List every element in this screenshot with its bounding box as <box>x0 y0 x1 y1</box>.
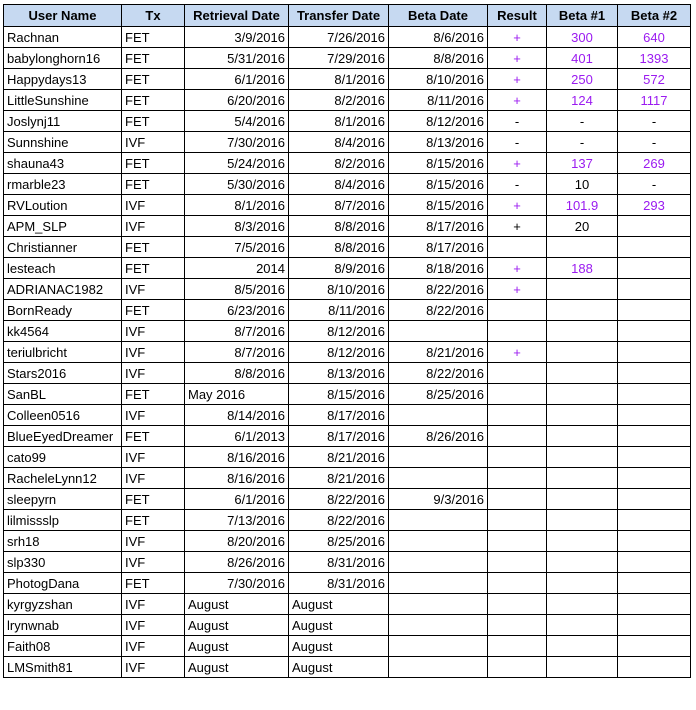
cell-beta-date[interactable]: 8/11/2016 <box>389 90 488 111</box>
cell-beta-2[interactable] <box>618 300 691 321</box>
cell-user-name[interactable]: BlueEyedDreamer <box>4 426 122 447</box>
cell-transfer-date[interactable]: 8/4/2016 <box>289 174 389 195</box>
cell-beta-2[interactable]: - <box>618 111 691 132</box>
cell-user-name[interactable]: PhotogDana <box>4 573 122 594</box>
cell-retrieval-date[interactable]: 7/13/2016 <box>185 510 289 531</box>
cell-beta-date[interactable]: 9/3/2016 <box>389 489 488 510</box>
cell-beta-1[interactable] <box>547 342 618 363</box>
cell-transfer-date[interactable]: 8/1/2016 <box>289 69 389 90</box>
table-row <box>4 552 691 573</box>
cell-beta-date[interactable] <box>389 657 488 678</box>
cell-beta-1[interactable]: 124 <box>547 90 618 111</box>
header-transfer-date[interactable]: Transfer Date <box>289 5 389 27</box>
table-row <box>4 636 691 657</box>
cell-transfer-date[interactable]: 8/31/2016 <box>289 552 389 573</box>
cell-beta-date[interactable] <box>389 636 488 657</box>
cell-result[interactable] <box>488 594 547 615</box>
cell-user-name[interactable]: Joslynj11 <box>4 111 122 132</box>
table-row <box>4 321 691 342</box>
cell-beta-1[interactable]: 250 <box>547 69 618 90</box>
cell-result[interactable] <box>488 615 547 636</box>
cell-transfer-date[interactable]: 8/4/2016 <box>289 132 389 153</box>
cell-beta-2[interactable]: 1393 <box>618 48 691 69</box>
table-row <box>4 195 691 216</box>
table-row <box>4 468 691 489</box>
cell-result[interactable] <box>488 510 547 531</box>
header-beta-date[interactable]: Beta Date <box>389 5 488 27</box>
cell-tx[interactable]: IVF <box>122 195 185 216</box>
table-row <box>4 258 691 279</box>
cell-beta-date[interactable]: 8/21/2016 <box>389 342 488 363</box>
cell-beta-1[interactable] <box>547 552 618 573</box>
cell-beta-2[interactable] <box>618 531 691 552</box>
cell-tx[interactable]: FET <box>122 489 185 510</box>
cell-beta-date[interactable]: 8/26/2016 <box>389 426 488 447</box>
cell-beta-2[interactable] <box>618 510 691 531</box>
cell-retrieval-date[interactable]: 8/1/2016 <box>185 195 289 216</box>
cell-result[interactable] <box>488 657 547 678</box>
cell-tx[interactable]: IVF <box>122 132 185 153</box>
cell-transfer-date[interactable]: 8/15/2016 <box>289 384 389 405</box>
table-row <box>4 300 691 321</box>
cell-beta-2[interactable] <box>618 426 691 447</box>
cell-beta-2[interactable]: 269 <box>618 153 691 174</box>
cell-beta-2[interactable]: 1117 <box>618 90 691 111</box>
cell-beta-1[interactable] <box>547 363 618 384</box>
cell-tx[interactable]: FET <box>122 237 185 258</box>
table-row <box>4 510 691 531</box>
cell-tx[interactable]: FET <box>122 384 185 405</box>
cell-user-name[interactable]: Faith08 <box>4 636 122 657</box>
cell-tx[interactable]: FET <box>122 48 185 69</box>
cell-beta-2[interactable] <box>618 636 691 657</box>
table-row <box>4 132 691 153</box>
cell-result[interactable] <box>488 405 547 426</box>
cell-transfer-date[interactable]: 8/17/2016 <box>289 405 389 426</box>
cell-result[interactable] <box>488 531 547 552</box>
cell-beta-2[interactable] <box>618 384 691 405</box>
cell-tx[interactable]: IVF <box>122 468 185 489</box>
table-row <box>4 153 691 174</box>
cell-retrieval-date[interactable]: 2014 <box>185 258 289 279</box>
cell-tx[interactable]: IVF <box>122 594 185 615</box>
cell-user-name[interactable]: APM_SLP <box>4 216 122 237</box>
table-row <box>4 405 691 426</box>
cell-user-name[interactable]: slp330 <box>4 552 122 573</box>
cell-result[interactable] <box>488 636 547 657</box>
table-row <box>4 531 691 552</box>
cell-tx[interactable]: IVF <box>122 447 185 468</box>
cell-tx[interactable]: IVF <box>122 363 185 384</box>
cell-beta-date[interactable] <box>389 594 488 615</box>
cell-user-name[interactable]: LMSmith81 <box>4 657 122 678</box>
cell-tx[interactable]: IVF <box>122 216 185 237</box>
cell-beta-date[interactable] <box>389 321 488 342</box>
cell-beta-1[interactable]: 20 <box>547 216 618 237</box>
cell-retrieval-date[interactable]: 8/7/2016 <box>185 342 289 363</box>
cell-retrieval-date[interactable]: August <box>185 594 289 615</box>
cell-result[interactable]: + <box>488 90 547 111</box>
cell-result[interactable]: + <box>488 48 547 69</box>
cell-beta-date[interactable]: 8/17/2016 <box>389 237 488 258</box>
cell-result[interactable] <box>488 447 547 468</box>
cell-beta-date[interactable] <box>389 468 488 489</box>
cell-retrieval-date[interactable]: 3/9/2016 <box>185 27 289 48</box>
cell-beta-2[interactable] <box>618 258 691 279</box>
cell-user-name[interactable]: lrynwnab <box>4 615 122 636</box>
cell-result[interactable]: + <box>488 27 547 48</box>
cell-user-name[interactable]: Colleen0516 <box>4 405 122 426</box>
cell-transfer-date[interactable]: 8/1/2016 <box>289 111 389 132</box>
cell-beta-2[interactable] <box>618 468 691 489</box>
cell-result[interactable]: + <box>488 69 547 90</box>
cell-retrieval-date[interactable]: 7/30/2016 <box>185 573 289 594</box>
cell-transfer-date[interactable]: 8/2/2016 <box>289 153 389 174</box>
cell-user-name[interactable]: LittleSunshine <box>4 90 122 111</box>
cell-retrieval-date[interactable]: 6/1/2016 <box>185 69 289 90</box>
cell-result[interactable]: + <box>488 258 547 279</box>
header-result[interactable]: Result <box>488 5 547 27</box>
cell-beta-date[interactable] <box>389 405 488 426</box>
header-beta-2[interactable]: Beta #2 <box>618 5 691 27</box>
cell-beta-1[interactable] <box>547 636 618 657</box>
table-row <box>4 216 691 237</box>
cell-user-name[interactable]: RVLoution <box>4 195 122 216</box>
cell-transfer-date[interactable]: August <box>289 594 389 615</box>
cell-user-name[interactable]: rmarble23 <box>4 174 122 195</box>
header-tx[interactable]: Tx <box>122 5 185 27</box>
table-row <box>4 279 691 300</box>
cell-retrieval-date[interactable]: 6/23/2016 <box>185 300 289 321</box>
cell-retrieval-date[interactable]: August <box>185 636 289 657</box>
table-row <box>4 594 691 615</box>
cell-transfer-date[interactable]: 8/10/2016 <box>289 279 389 300</box>
cell-retrieval-date[interactable]: 8/14/2016 <box>185 405 289 426</box>
cell-user-name[interactable]: SanBL <box>4 384 122 405</box>
cell-tx[interactable]: FET <box>122 573 185 594</box>
cell-beta-1[interactable] <box>547 405 618 426</box>
cell-beta-date[interactable] <box>389 510 488 531</box>
cell-beta-date[interactable]: 8/6/2016 <box>389 27 488 48</box>
cell-result[interactable]: + <box>488 279 547 300</box>
cell-beta-1[interactable] <box>547 510 618 531</box>
table-row <box>4 426 691 447</box>
cell-beta-2[interactable]: - <box>618 132 691 153</box>
cell-result[interactable] <box>488 321 547 342</box>
cell-user-name[interactable]: srh18 <box>4 531 122 552</box>
cell-retrieval-date[interactable]: 6/1/2013 <box>185 426 289 447</box>
cell-beta-2[interactable] <box>618 321 691 342</box>
cell-result[interactable]: + <box>488 195 547 216</box>
cell-result[interactable]: + <box>488 216 547 237</box>
cell-retrieval-date[interactable]: 8/8/2016 <box>185 363 289 384</box>
cell-transfer-date[interactable]: August <box>289 615 389 636</box>
cell-transfer-date[interactable]: 8/9/2016 <box>289 258 389 279</box>
cell-result[interactable] <box>488 237 547 258</box>
cell-beta-1[interactable]: 401 <box>547 48 618 69</box>
cell-beta-1[interactable]: - <box>547 132 618 153</box>
cell-beta-1[interactable]: 101.9 <box>547 195 618 216</box>
cell-user-name[interactable]: Stars2016 <box>4 363 122 384</box>
cell-beta-1[interactable] <box>547 594 618 615</box>
cell-beta-1[interactable] <box>547 468 618 489</box>
cell-result[interactable]: - <box>488 174 547 195</box>
cell-beta-2[interactable] <box>618 279 691 300</box>
cell-result[interactable] <box>488 300 547 321</box>
cell-retrieval-date[interactable]: 7/5/2016 <box>185 237 289 258</box>
cell-beta-1[interactable] <box>547 615 618 636</box>
cell-user-name[interactable]: ADRIANAC1982 <box>4 279 122 300</box>
cell-result[interactable] <box>488 489 547 510</box>
cell-beta-1[interactable] <box>547 384 618 405</box>
cell-tx[interactable]: IVF <box>122 615 185 636</box>
cell-transfer-date[interactable]: 8/11/2016 <box>289 300 389 321</box>
cell-transfer-date[interactable]: 7/26/2016 <box>289 27 389 48</box>
cell-retrieval-date[interactable]: 8/16/2016 <box>185 447 289 468</box>
cell-transfer-date[interactable]: 8/7/2016 <box>289 195 389 216</box>
table-row <box>4 657 691 678</box>
cell-tx[interactable]: FET <box>122 426 185 447</box>
cell-beta-date[interactable]: 8/15/2016 <box>389 174 488 195</box>
cell-transfer-date[interactable]: 8/13/2016 <box>289 363 389 384</box>
cell-transfer-date[interactable]: 8/12/2016 <box>289 342 389 363</box>
table-row <box>4 447 691 468</box>
cell-beta-2[interactable] <box>618 657 691 678</box>
cell-beta-date[interactable] <box>389 447 488 468</box>
cell-beta-1[interactable] <box>547 237 618 258</box>
cell-user-name[interactable]: lesteach <box>4 258 122 279</box>
cell-beta-1[interactable]: - <box>547 111 618 132</box>
cell-beta-2[interactable] <box>618 552 691 573</box>
cell-result[interactable]: - <box>488 132 547 153</box>
cell-beta-1[interactable] <box>547 447 618 468</box>
cell-beta-date[interactable]: 8/22/2016 <box>389 363 488 384</box>
cell-beta-1[interactable] <box>547 279 618 300</box>
cell-user-name[interactable]: babylonghorn16 <box>4 48 122 69</box>
cell-retrieval-date[interactable]: 8/16/2016 <box>185 468 289 489</box>
cell-transfer-date[interactable]: 8/21/2016 <box>289 447 389 468</box>
table-row <box>4 174 691 195</box>
cell-retrieval-date[interactable]: 6/20/2016 <box>185 90 289 111</box>
cell-beta-2[interactable] <box>618 216 691 237</box>
cell-tx[interactable]: IVF <box>122 531 185 552</box>
cell-result[interactable] <box>488 426 547 447</box>
cell-tx[interactable]: FET <box>122 69 185 90</box>
cell-beta-2[interactable] <box>618 237 691 258</box>
cell-beta-date[interactable] <box>389 552 488 573</box>
cell-result[interactable] <box>488 573 547 594</box>
cell-beta-2[interactable]: 640 <box>618 27 691 48</box>
cell-beta-1[interactable]: 10 <box>547 174 618 195</box>
table-row <box>4 111 691 132</box>
cell-tx[interactable]: FET <box>122 510 185 531</box>
cell-beta-date[interactable]: 8/22/2016 <box>389 300 488 321</box>
cell-transfer-date[interactable]: 8/8/2016 <box>289 216 389 237</box>
table-row <box>4 363 691 384</box>
cell-beta-1[interactable] <box>547 489 618 510</box>
cell-retrieval-date[interactable]: 6/1/2016 <box>185 489 289 510</box>
cell-beta-date[interactable]: 8/15/2016 <box>389 153 488 174</box>
cell-transfer-date[interactable]: 8/12/2016 <box>289 321 389 342</box>
cell-beta-1[interactable] <box>547 321 618 342</box>
cell-beta-2[interactable] <box>618 363 691 384</box>
cell-user-name[interactable]: BornReady <box>4 300 122 321</box>
header-retrieval-date[interactable]: Retrieval Date <box>185 5 289 27</box>
header-beta-1[interactable]: Beta #1 <box>547 5 618 27</box>
cell-result[interactable]: + <box>488 153 547 174</box>
header-user-name[interactable]: User Name <box>4 5 122 27</box>
cell-transfer-date[interactable]: 8/17/2016 <box>289 426 389 447</box>
cell-beta-1[interactable] <box>547 426 618 447</box>
cell-tx[interactable]: FET <box>122 153 185 174</box>
cell-transfer-date[interactable]: August <box>289 657 389 678</box>
cell-beta-1[interactable] <box>547 573 618 594</box>
cell-transfer-date[interactable]: 8/22/2016 <box>289 510 389 531</box>
cell-transfer-date[interactable]: 7/29/2016 <box>289 48 389 69</box>
cell-retrieval-date[interactable]: 5/24/2016 <box>185 153 289 174</box>
cell-user-name[interactable]: teriulbricht <box>4 342 122 363</box>
cell-user-name[interactable]: RacheleLynn12 <box>4 468 122 489</box>
cell-beta-1[interactable]: 137 <box>547 153 618 174</box>
cell-retrieval-date[interactable]: 5/31/2016 <box>185 48 289 69</box>
cell-transfer-date[interactable]: August <box>289 636 389 657</box>
cell-beta-2[interactable] <box>618 342 691 363</box>
table-row <box>4 384 691 405</box>
cell-beta-date[interactable]: 8/8/2016 <box>389 48 488 69</box>
cell-tx[interactable]: IVF <box>122 552 185 573</box>
cell-result[interactable] <box>488 552 547 573</box>
cell-user-name[interactable]: kyrgyzshan <box>4 594 122 615</box>
cell-beta-date[interactable] <box>389 531 488 552</box>
table-row <box>4 48 691 69</box>
cell-beta-1[interactable] <box>547 657 618 678</box>
cell-user-name[interactable]: Christianner <box>4 237 122 258</box>
cell-tx[interactable]: IVF <box>122 657 185 678</box>
cell-result[interactable]: + <box>488 342 547 363</box>
table-row <box>4 342 691 363</box>
cell-retrieval-date[interactable]: 8/3/2016 <box>185 216 289 237</box>
cell-user-name[interactable]: lilmissslp <box>4 510 122 531</box>
cell-beta-2[interactable]: 293 <box>618 195 691 216</box>
cell-beta-date[interactable]: 8/22/2016 <box>389 279 488 300</box>
cell-beta-2[interactable]: 572 <box>618 69 691 90</box>
cell-tx[interactable]: FET <box>122 300 185 321</box>
cell-retrieval-date[interactable]: 5/4/2016 <box>185 111 289 132</box>
cell-beta-date[interactable]: 8/13/2016 <box>389 132 488 153</box>
table-row <box>4 69 691 90</box>
cell-user-name[interactable]: Sunnshine <box>4 132 122 153</box>
cell-user-name[interactable]: shauna43 <box>4 153 122 174</box>
cell-transfer-date[interactable]: 8/22/2016 <box>289 489 389 510</box>
cell-result[interactable] <box>488 363 547 384</box>
cell-result[interactable] <box>488 468 547 489</box>
cell-beta-1[interactable] <box>547 300 618 321</box>
cell-tx[interactable]: FET <box>122 90 185 111</box>
cell-user-name[interactable]: Happydays13 <box>4 69 122 90</box>
table-row <box>4 489 691 510</box>
cell-beta-2[interactable] <box>618 594 691 615</box>
cell-beta-date[interactable]: 8/15/2016 <box>389 195 488 216</box>
header-row <box>4 5 691 27</box>
cell-user-name[interactable]: Rachnan <box>4 27 122 48</box>
cell-transfer-date[interactable]: 8/2/2016 <box>289 90 389 111</box>
cell-tx[interactable]: FET <box>122 258 185 279</box>
cell-transfer-date[interactable]: 8/8/2016 <box>289 237 389 258</box>
cell-retrieval-date[interactable]: August <box>185 657 289 678</box>
cell-beta-date[interactable] <box>389 573 488 594</box>
cell-retrieval-date[interactable]: 8/5/2016 <box>185 279 289 300</box>
table-row <box>4 237 691 258</box>
cell-tx[interactable]: FET <box>122 111 185 132</box>
table-row <box>4 27 691 48</box>
cell-beta-2[interactable] <box>618 447 691 468</box>
table-row <box>4 573 691 594</box>
cell-retrieval-date[interactable]: 8/20/2016 <box>185 531 289 552</box>
cell-beta-2[interactable] <box>618 405 691 426</box>
cell-transfer-date[interactable]: 8/21/2016 <box>289 468 389 489</box>
cell-beta-date[interactable]: 8/18/2016 <box>389 258 488 279</box>
table-row <box>4 90 691 111</box>
cell-tx[interactable]: IVF <box>122 405 185 426</box>
cell-result[interactable]: - <box>488 111 547 132</box>
cell-tx[interactable]: IVF <box>122 279 185 300</box>
cell-retrieval-date[interactable]: 8/26/2016 <box>185 552 289 573</box>
cell-transfer-date[interactable]: 8/31/2016 <box>289 573 389 594</box>
cell-beta-1[interactable] <box>547 531 618 552</box>
cell-beta-date[interactable]: 8/10/2016 <box>389 69 488 90</box>
cell-tx[interactable]: FET <box>122 174 185 195</box>
cell-beta-2[interactable] <box>618 489 691 510</box>
cell-retrieval-date[interactable]: 8/7/2016 <box>185 321 289 342</box>
results-table <box>3 4 691 678</box>
cell-beta-1[interactable]: 188 <box>547 258 618 279</box>
cell-user-name[interactable]: kk4564 <box>4 321 122 342</box>
cell-beta-date[interactable] <box>389 615 488 636</box>
cell-tx[interactable]: FET <box>122 27 185 48</box>
cell-beta-2[interactable] <box>618 573 691 594</box>
cell-tx[interactable]: IVF <box>122 342 185 363</box>
cell-tx[interactable]: IVF <box>122 321 185 342</box>
cell-retrieval-date[interactable]: 7/30/2016 <box>185 132 289 153</box>
cell-beta-date[interactable]: 8/17/2016 <box>389 216 488 237</box>
cell-user-name[interactable]: cato99 <box>4 447 122 468</box>
cell-beta-date[interactable]: 8/12/2016 <box>389 111 488 132</box>
cell-retrieval-date[interactable]: August <box>185 615 289 636</box>
cell-beta-2[interactable] <box>618 615 691 636</box>
cell-beta-1[interactable]: 300 <box>547 27 618 48</box>
cell-retrieval-date[interactable]: 5/30/2016 <box>185 174 289 195</box>
cell-retrieval-date[interactable]: May 2016 <box>185 384 289 405</box>
table-row <box>4 615 691 636</box>
cell-beta-2[interactable]: - <box>618 174 691 195</box>
cell-tx[interactable]: IVF <box>122 636 185 657</box>
cell-transfer-date[interactable]: 8/25/2016 <box>289 531 389 552</box>
table-body <box>4 27 691 678</box>
cell-result[interactable] <box>488 384 547 405</box>
cell-user-name[interactable]: sleepyrn <box>4 489 122 510</box>
cell-beta-date[interactable]: 8/25/2016 <box>389 384 488 405</box>
